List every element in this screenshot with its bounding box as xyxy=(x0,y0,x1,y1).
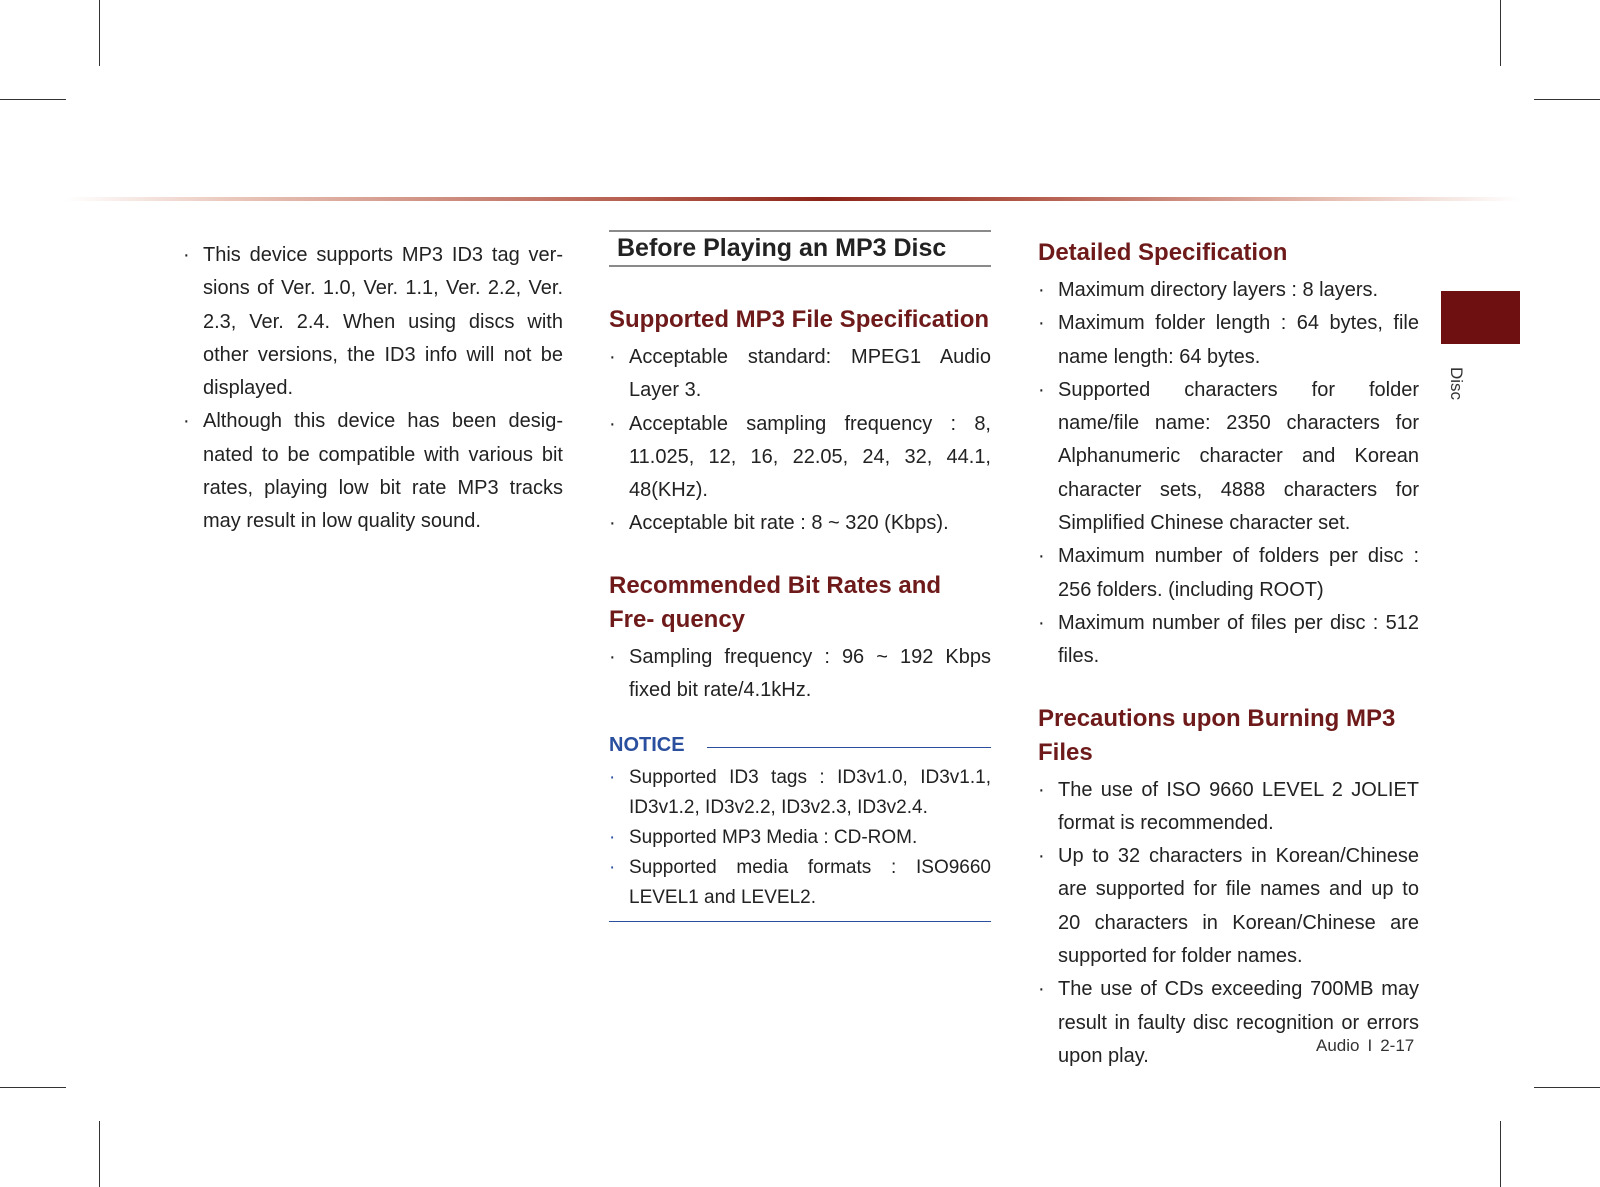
footer-separator: I xyxy=(1367,1036,1373,1055)
list-item: · Supported MP3 Media : CD-ROM. xyxy=(609,823,991,853)
crop-mark xyxy=(1500,1121,1501,1187)
bullet-dot: · xyxy=(609,767,616,789)
footer-section: Audio xyxy=(1316,1036,1360,1055)
list-item: · Maximum directory layers : 8 layers. xyxy=(1038,274,1419,307)
list-item: · Acceptable sampling frequency : 8, 11.025, 12, 16, 22.05, 24, 32, 44.1, 48(KHz). xyxy=(609,408,991,508)
detailed-spec-list xyxy=(1038,274,1419,674)
detailed-spec-heading: Detailed Specification xyxy=(1038,239,1288,266)
bullet-dot: · xyxy=(1038,378,1045,401)
bullet-dot: · xyxy=(1038,611,1045,634)
list-item: · The use of CDs exceeding 700MB may result in faulty disc recognition or errors upon play. xyxy=(1038,973,1419,1073)
bullet-dot: · xyxy=(609,346,616,368)
list-item: · The use of ISO 9660 LEVEL 2 JOLIET format is recommended. xyxy=(1038,774,1419,841)
list-item: · Although this device has been desig- nated to be compatible with various bit rates, playing low bit rate MP3 tracks may result in low quality sound. xyxy=(183,405,563,538)
crop-mark xyxy=(0,1087,66,1088)
bullet-dot: · xyxy=(1038,279,1045,301)
precautions-heading: Precautions upon Burning MP3 Files xyxy=(1038,704,1396,766)
section-title: Before Playing an MP3 Disc xyxy=(609,230,991,267)
bullet-dot: · xyxy=(1038,978,1045,1001)
supported-spec-list xyxy=(609,341,991,541)
crop-mark xyxy=(1534,99,1600,100)
list-item: · Up to 32 characters in Korean/Chinese are supported for file names and up to 20 characters in Korean/Chinese are supported for folder names. xyxy=(1038,840,1419,973)
list-item: · Acceptable standard: MPEG1 Audio Layer 3. xyxy=(609,341,991,408)
supported-spec-heading: Supported MP3 File Specification xyxy=(609,306,990,333)
chapter-tab xyxy=(1441,291,1520,344)
list-item: · Supported ID3 tags : ID3v1.0, ID3v1.1, ID3v1.2, ID3v2.2, ID3v2.3, ID3v2.4. xyxy=(609,763,991,823)
recommended-list xyxy=(609,641,991,708)
bullet-dot: · xyxy=(1038,778,1045,801)
page-footer xyxy=(1316,1035,1414,1057)
list-item: · This device supports MP3 ID3 tag ver- sions of Ver. 1.0, Ver. 1.1, Ver. 2.2, Ver. 2.3, Ver. 2.4. When using discs with other versions, the ID3 info will not be displayed. xyxy=(183,239,563,405)
bullet-dot: · xyxy=(609,512,616,535)
notice-label: NOTICE xyxy=(609,734,685,757)
precautions-list xyxy=(1038,774,1419,1074)
list-item: · Maximum folder length : 64 bytes, file name length: 64 bytes. xyxy=(1038,307,1419,374)
left-column xyxy=(183,239,563,539)
bullet-dot: · xyxy=(1038,845,1045,868)
list-item: · Sampling frequency : 96 ~ 192 Kbps fixed bit rate/4.1kHz. xyxy=(609,641,991,708)
bullet-dot: · xyxy=(183,244,190,266)
right-column xyxy=(1038,236,1419,1073)
bullet-dot: · xyxy=(1038,312,1045,335)
list-item: · Maximum number of folders per disc : 256 folders. (including ROOT) xyxy=(1038,540,1419,607)
bullet-dot: · xyxy=(609,857,616,879)
notice-header xyxy=(609,731,991,759)
list-item: · Supported media formats : ISO9660 LEVEL1 and LEVEL2. xyxy=(609,853,991,913)
list-item: · Supported characters for folder name/file name: 2350 characters for Alphanumeric character and Korean character sets, 4888 characters for Simplified Chinese character set. xyxy=(1038,374,1419,540)
middle-column xyxy=(609,230,991,922)
crop-mark xyxy=(1500,0,1501,66)
bullet-dot: · xyxy=(609,827,616,849)
crop-mark xyxy=(99,0,100,66)
bullet-dot: · xyxy=(183,410,190,433)
crop-mark xyxy=(0,99,66,100)
bullet-dot: · xyxy=(609,645,616,668)
list-item: · Maximum number of files per disc : 512 files. xyxy=(1038,607,1419,674)
page-number: 2-17 xyxy=(1380,1036,1415,1055)
recommended-heading: Recommended Bit Rates and Fre- quency xyxy=(609,571,942,633)
left-bullet-list xyxy=(183,239,563,539)
header-rule xyxy=(66,197,1520,201)
chapter-tab-label: Disc xyxy=(1447,367,1466,401)
bullet-dot: · xyxy=(609,412,616,435)
list-item: · Acceptable bit rate : 8 ~ 320 (Kbps). xyxy=(609,507,991,540)
notice-box xyxy=(609,731,991,922)
crop-mark xyxy=(1534,1087,1600,1088)
crop-mark xyxy=(99,1121,100,1187)
notice-list xyxy=(609,763,991,913)
notice-divider xyxy=(707,747,991,748)
bullet-dot: · xyxy=(1038,545,1045,568)
